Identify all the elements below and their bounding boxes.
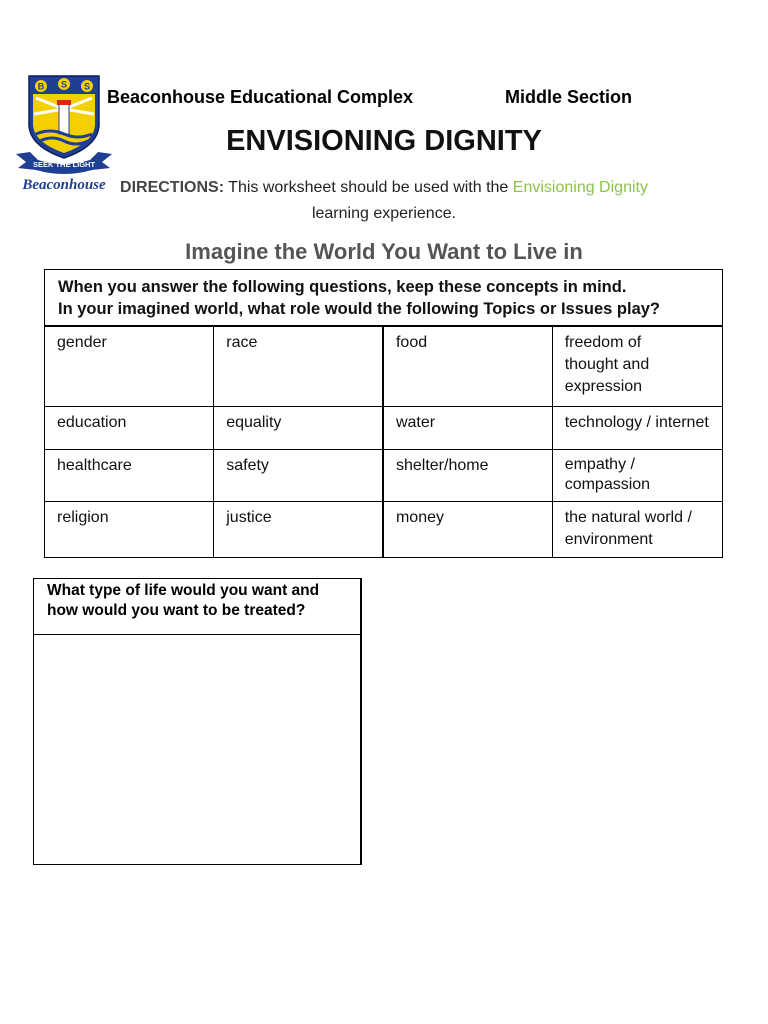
page-title: ENVISIONING DIGNITY [226,125,542,157]
section-name: Middle Section [505,87,633,107]
topic-cell: food [383,326,552,407]
topic-cell: empathy / compassion [552,450,722,502]
logo-letter-b: B [37,81,45,92]
table-row [45,407,723,450]
topic-cell: money [383,502,552,558]
topic-cell: shelter/home [383,450,552,502]
topic-cell: justice [214,502,383,558]
instructions-line-2: In your imagined world, what role would the following Topics or Issues play? [58,300,661,318]
directions-label: DIRECTIONS: [120,179,225,196]
topic-cell: race [214,326,383,407]
topics-table [44,269,723,558]
logo-wordmark: Beaconhouse [22,177,106,193]
topic-cell: equality [214,407,383,450]
section-subtitle: Imagine the World You Want to Live in [185,239,583,264]
directions-text-before: This worksheet should be used with the [224,179,513,196]
topic-cell: the natural world / environment [552,502,722,558]
table-row [45,450,723,502]
school-name: Beaconhouse Educational Complex [107,87,414,107]
envisioning-dignity-link[interactable]: Envisioning Dignity [512,179,648,196]
topics-table-header [45,270,723,327]
directions-text-after: learning experience. [311,205,457,222]
topic-cell: education [45,407,214,450]
topics-table-instructions [45,270,723,327]
topic-cell: freedom of thought and expression [552,326,722,407]
topic-cell: safety [214,450,383,502]
answer-area[interactable] [34,635,360,865]
topic-cell: water [383,407,552,450]
topic-cell: religion [45,502,214,558]
question-prompt: What type of life would you want and how would you want to be treated? [34,579,360,635]
topic-cell: healthcare [45,450,214,502]
topic-cell: technology / internet [552,407,722,450]
table-row [45,502,723,558]
question-box [33,578,362,865]
instructions-line-1: When you answer the following questions, keep these concepts in mind. [58,278,627,296]
topic-cell: gender [45,326,214,407]
logo-letter-s2: S [83,81,91,92]
logo-motto: SEEK THE LIGHT [32,160,96,169]
directions [120,175,648,227]
table-row [45,326,723,407]
logo-letter-s1: S [60,79,68,90]
